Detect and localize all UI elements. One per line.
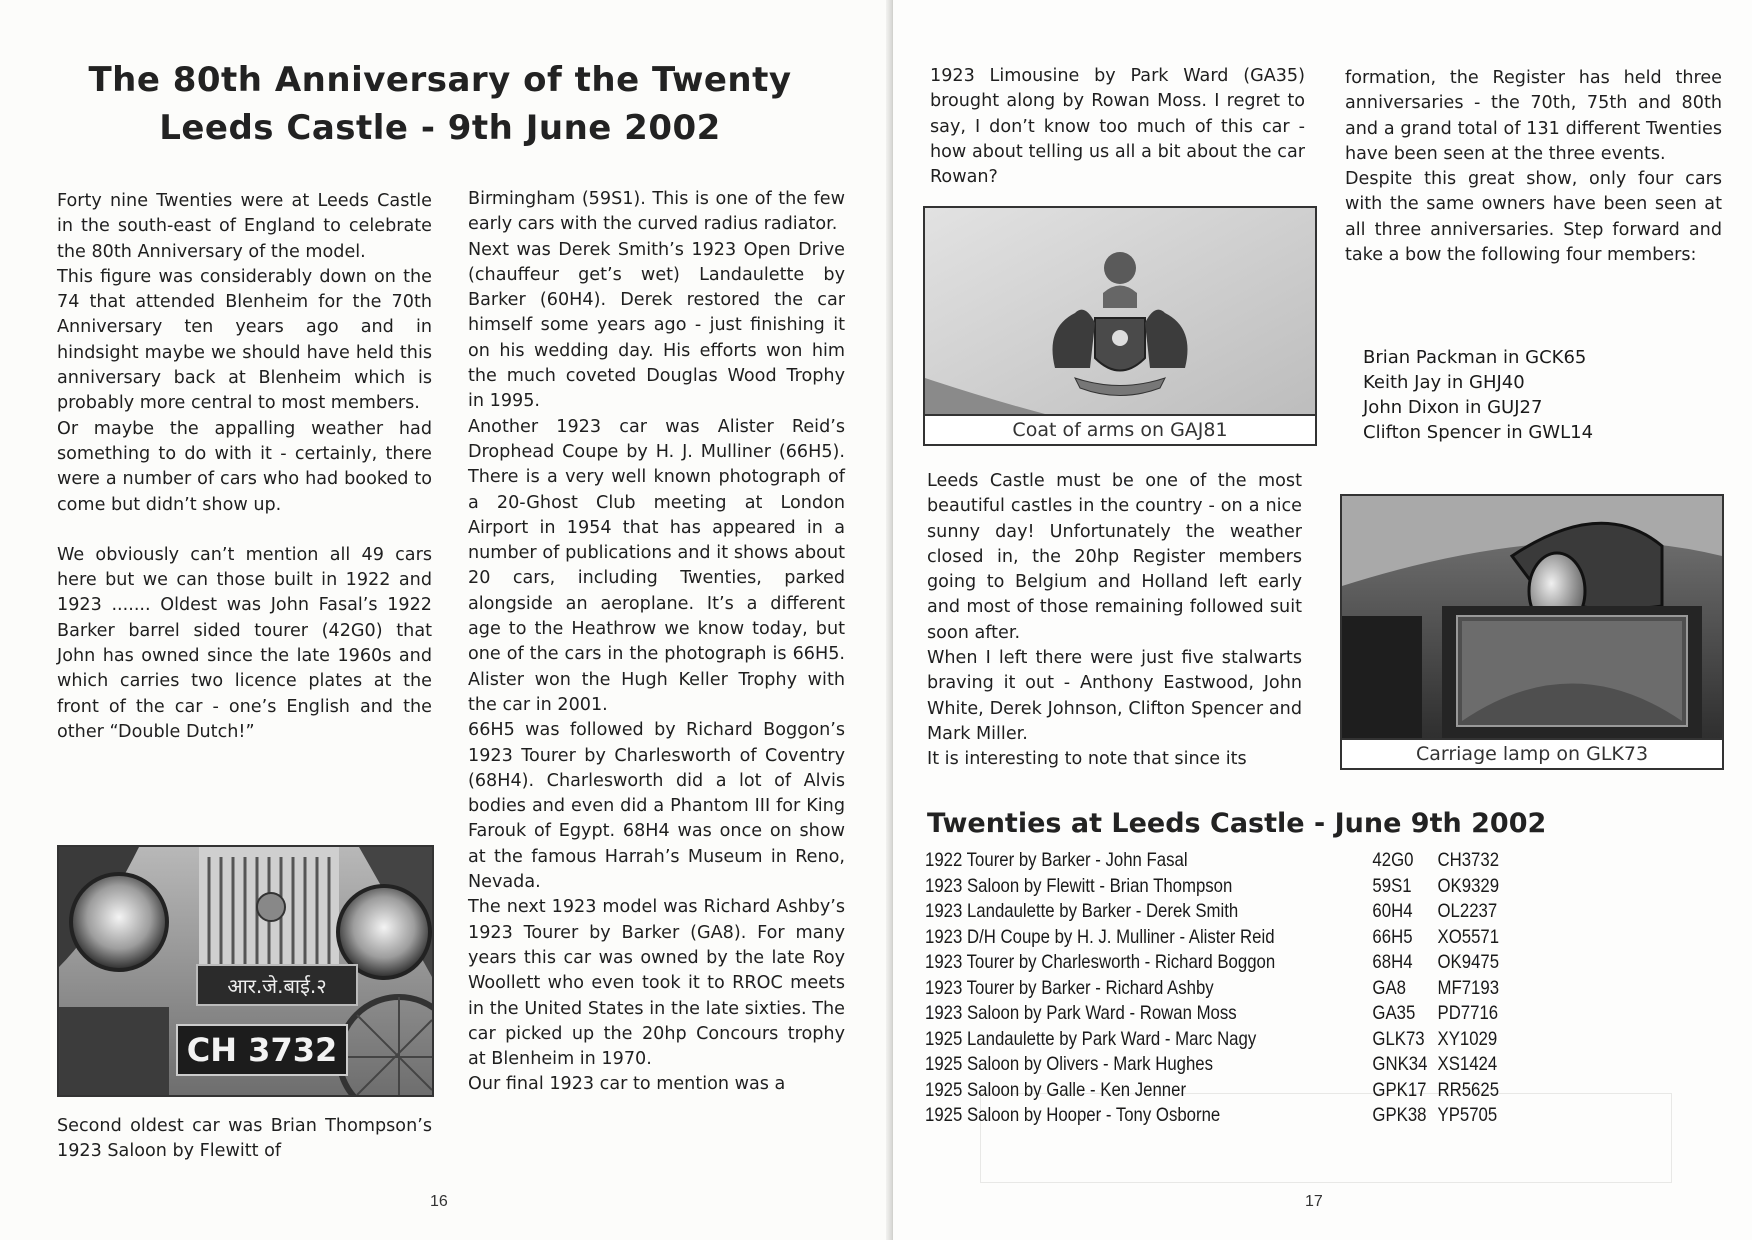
paragraph: Second oldest car was Brian Thompson’s 1923 Saloon by Flewitt of	[57, 1116, 432, 1162]
right-column-2	[1345, 66, 1722, 268]
registration: OL2237	[1437, 900, 1498, 922]
paragraph: Forty nine Twenties were at Leeds Castle in the south-east of England to celebrate the 80th Anniversary of the model.	[57, 191, 432, 262]
table-row	[925, 848, 1527, 874]
cars-table	[925, 848, 1527, 1129]
registration: XS1424	[1437, 1053, 1498, 1075]
paragraph: 1923 Limousine by Park Ward (GA35) brought along by Rowan Moss. I regret to say, I don’t know too much of this car - how about telling us all a bit about the car Rowan?	[930, 66, 1305, 188]
car-description: 1923 Saloon by Flewitt - Brian Thompson	[925, 874, 1233, 897]
table-row	[925, 950, 1527, 976]
paragraph: Next was Derek Smith’s 1923 Open Drive (chauffeur get’s wet) Landaulette by Barker (60H4). Derek restored the car himself some years ago - just finishing it on his wedding day. His efforts won him the much coveted Douglas Wood Trophy in 1995.	[468, 239, 845, 412]
right-column-1-top	[930, 64, 1305, 190]
member-list	[1363, 345, 1593, 445]
chassis-number: GLK73	[1372, 1027, 1425, 1050]
car-description: 1922 Tourer by Barker - John Fasal	[925, 849, 1188, 871]
licence-plate-text: CH 3732	[186, 1031, 338, 1069]
paragraph: Or maybe the appalling weather had something to do with it - certainly, there were a number of cars who had booked to come but didn’t show up.	[57, 418, 432, 515]
chassis-number: 59S1	[1372, 874, 1412, 897]
car-front-image	[59, 847, 432, 1095]
coat-of-arms-image	[925, 208, 1315, 414]
registration: YP5705	[1437, 1104, 1498, 1126]
table-row	[925, 976, 1527, 1002]
carriage-lamp-photo	[1340, 494, 1724, 770]
paragraph: When I left there were just five stalwarts braving it out - Anthony Eastwood, John White, Derek Johnson, Clifton Spencer and Mark Miller.	[927, 648, 1302, 744]
registration: RR5625	[1437, 1078, 1500, 1101]
left-column-2	[468, 187, 845, 1098]
paragraph: We obviously can’t mention all 49 cars here but we can those built in 1922 and 1923 ....... Oldest was John Fasal’s 1922 Barker barrel sided tourer (42G0) that John has owned since the late 1960s and which carries two licence plates at the front of the car - one’s English and the other “Double Dutch!”	[57, 544, 432, 742]
left-column-1	[57, 189, 432, 745]
car-description: 1923 Tourer by Charlesworth - Richard Boggon	[925, 951, 1276, 973]
registration: OK9475	[1437, 951, 1500, 973]
paragraph: Birmingham (59S1). This is one of the few early cars with the curved radius radiator.	[468, 189, 845, 235]
registration: PD7716	[1437, 1002, 1499, 1024]
table-row	[925, 1027, 1527, 1053]
registration: XO5571	[1437, 925, 1500, 948]
list-item: Keith Jay in GHJ40	[1363, 372, 1525, 393]
photo-caption-carriage-lamp: Carriage lamp on GLK73	[1342, 738, 1722, 768]
table-title: Twenties at Leeds Castle - June 9th 2002	[927, 808, 1547, 839]
car-description: 1925 Landaulette by Park Ward - Marc Nagy	[925, 1027, 1257, 1050]
car-front-photo	[57, 845, 434, 1097]
indian-plate-text: आर.जे.बाई.२	[227, 974, 327, 998]
table-row	[925, 1078, 1527, 1104]
paragraph: formation, the Register has held three anniversaries - the 70th, 75th and 80th and a grand total of 131 different Twenties have been seen at the three events.	[1345, 68, 1722, 164]
chassis-number: GPK38	[1372, 1104, 1427, 1126]
page-number-left: 16	[430, 1193, 448, 1210]
paragraph: Our final 1923 car to mention was a	[468, 1074, 786, 1095]
table-row	[925, 1103, 1527, 1129]
car-description: 1923 Saloon by Park Ward - Rowan Moss	[925, 1002, 1237, 1024]
article-title-line1: The 80th Anniversary of the Twenty	[88, 60, 792, 100]
chassis-number: 42G0	[1372, 849, 1414, 871]
car-description: 1923 Tourer by Barker - Richard Ashby	[925, 976, 1214, 999]
page-number-right: 17	[1305, 1193, 1323, 1210]
car-description: 1923 D/H Coupe by H. J. Mulliner - Alister Reid	[925, 925, 1275, 948]
list-item: John Dixon in GUJ27	[1363, 397, 1543, 418]
registration: OK9329	[1437, 874, 1500, 897]
table-row	[925, 874, 1527, 900]
chassis-number: GPK17	[1372, 1078, 1427, 1101]
left-column-1-bottom	[57, 1114, 432, 1165]
car-description: 1923 Landaulette by Barker - Derek Smith	[925, 900, 1239, 922]
chassis-number: 66H5	[1372, 925, 1413, 948]
paragraph: Leeds Castle must be one of the most beautiful castles in the country - on a nice sunny day! Unfortunately the weather closed in, the 20hp Register members going to Belgium and Holland left early and most of those remaining followed suit soon after.	[927, 471, 1302, 643]
coat-of-arms-photo	[923, 206, 1317, 446]
table-row	[925, 899, 1527, 925]
paragraph: This figure was considerably down on the 74 that attended Blenheim for the 70th Anniversary ten years ago and in hindsight maybe we should have held this anniversary back at Blenheim which is probably more central to most members.	[57, 266, 432, 414]
chassis-number: GA8	[1372, 976, 1406, 999]
paragraph: The next 1923 model was Richard Ashby’s 1923 Tourer by Barker (GA8). For many years this car was owned by the late Roy Woollett who even took it to RROC meets in the United States in the late sixties. The car picked up the 20hp Concours trophy at Blenheim in 1970.	[468, 897, 845, 1070]
registration: MF7193	[1437, 976, 1500, 999]
table-row	[925, 1001, 1527, 1027]
chassis-number: GA35	[1372, 1002, 1416, 1024]
photo-caption-coat-of-arms: Coat of arms on GAJ81	[925, 414, 1315, 444]
article-title-line2: Leeds Castle - 9th June 2002	[159, 108, 721, 148]
table-row	[925, 925, 1527, 951]
list-item: Brian Packman in GCK65	[1363, 347, 1587, 368]
chassis-number: 68H4	[1372, 951, 1413, 973]
registration: CH3732	[1437, 849, 1500, 871]
chassis-number: GNK34	[1372, 1053, 1428, 1075]
table-row	[925, 1052, 1527, 1078]
right-column-1	[927, 469, 1302, 773]
car-description: 1925 Saloon by Galle - Ken Jenner	[925, 1078, 1187, 1101]
paragraph: It is interesting to note that since its	[927, 749, 1247, 770]
chassis-number: 60H4	[1372, 900, 1413, 922]
paragraph: 66H5 was followed by Richard Boggon’s 1923 Tourer by Charlesworth of Coventry (68H4). Charlesworth did a lot of Alvis bodies and even did a Phantom III for King Farouk of Egypt. 68H4 was once on show at the famous Harrah’s Museum in Reno, Nevada.	[468, 720, 845, 893]
car-description: 1925 Saloon by Hooper - Tony Osborne	[925, 1104, 1221, 1126]
registration: XY1029	[1437, 1027, 1498, 1050]
paragraph: Despite this great show, only four cars with the same owners have been seen at all three anniversaries. Step forward and take a bow the following four members:	[1345, 169, 1722, 266]
paragraph: Another 1923 car was Alister Reid’s Drophead Coupe by H. J. Mulliner (66H5). There is a very well known photograph of a 20-Ghost Club meeting at London Airport in 1954 that has appeared in a number of publications and it shows about 20 cars, including Twenties, parked alongside an aeroplane. It’s a different age to the Heathrow we know today, but one of the cars in the photograph is 66H5. Alister won the Hugh Keller Trophy with the car in 2001.	[468, 416, 845, 715]
car-description: 1925 Saloon by Olivers - Mark Hughes	[925, 1053, 1214, 1075]
list-item: Clifton Spencer in GWL14	[1363, 422, 1594, 443]
carriage-lamp-image	[1342, 496, 1722, 738]
